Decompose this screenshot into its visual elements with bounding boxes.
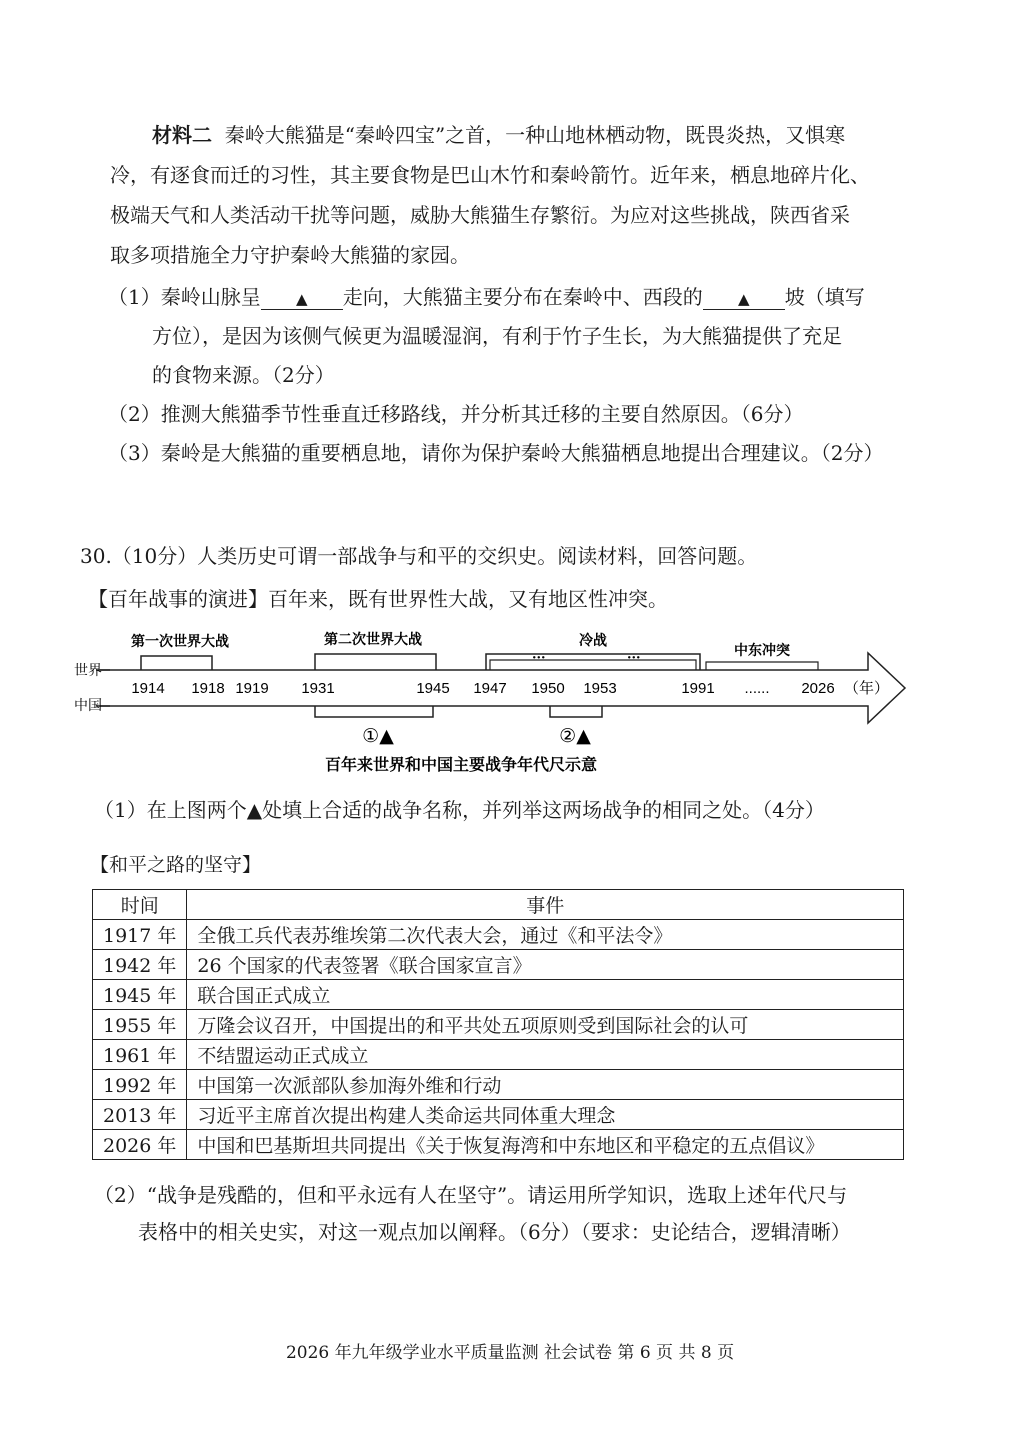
question-2: （2）推测大熊猫季节性垂直迁移路线，并分析其迁移的主要自然原因。（6分） xyxy=(108,402,804,426)
cold-war-label: 冷战 xyxy=(579,633,607,649)
table-cell-event: 联合国正式成立 xyxy=(187,980,904,1010)
table-cell-event: 中国和巴基斯坦共同提出《关于恢复海湾和中东地区和平稳定的五点倡议》 xyxy=(187,1130,904,1160)
cold-war-bracket-inner xyxy=(490,660,696,670)
question-1-number: （1） xyxy=(108,285,161,309)
table-cell-event: 中国第一次派部队参加海外维和行动 xyxy=(187,1070,904,1100)
table-cell-year: 1942 年 xyxy=(93,950,187,980)
material2-line-3: 极端天气和人类活动干扰等问题，威胁大熊猫生存繁衍。为应对这些挑战，陕西省采 xyxy=(110,203,850,227)
material2-line-2: 冷，有逐食而迁的习性，其主要食物是巴山木竹和秦岭箭竹。近年来，栖息地碎片化、 xyxy=(110,163,870,187)
table-row xyxy=(93,1040,904,1070)
section-war-evolution: 【百年战事的演进】百年来，既有世界性大战，又有地区性冲突。 xyxy=(88,587,668,611)
question-30-sub-1: （1）在上图两个▲处填上合适的战争名称，并列举这两场战争的相同之处。（4分） xyxy=(94,798,825,822)
question-1 xyxy=(108,284,865,310)
table-cell-event: 万隆会议召开，中国提出的和平共处五项原则受到国际社会的认可 xyxy=(187,1010,904,1040)
timeline-caption: 百年来世界和中国主要战争年代尺示意 xyxy=(324,755,598,774)
question-1-text-a: 秦岭山脉呈 xyxy=(160,285,261,309)
question-1-line-3: 的食物来源。（2分） xyxy=(152,363,335,387)
table-row xyxy=(93,980,904,1010)
material2-line-4: 取多项措施全力守护秦岭大熊猫的家园。 xyxy=(110,243,470,267)
table-cell-year: 1917 年 xyxy=(93,920,187,950)
year-ellipsis: ...... xyxy=(744,680,770,697)
year-1918: 1918 xyxy=(191,680,225,697)
answer-blank-direction[interactable]: ▲ xyxy=(261,289,343,310)
table-header-time: 时间 xyxy=(93,890,187,920)
question-3: （3）秦岭是大熊猫的重要栖息地，请你为保护秦岭大熊猫栖息地提出合理建议。（2分） xyxy=(108,441,884,465)
year-unit: （年） xyxy=(844,679,890,697)
ww2-label: 第二次世界大战 xyxy=(324,632,422,648)
cold-war-dots-2: ··· xyxy=(627,651,641,666)
china-label: 中国 xyxy=(74,698,102,714)
year-1950: 1950 xyxy=(531,680,565,697)
question-30-title: 30.（10分）人类历史可谓一部战争与和平的交织史。阅读材料，回答问题。 xyxy=(80,544,758,568)
ww1-label: 第一次世界大战 xyxy=(131,634,229,650)
table-cell-year: 1961 年 xyxy=(93,1040,187,1070)
table-cell-event: 26 个国家的代表签署《联合国家宣言》 xyxy=(187,950,904,980)
section-peace-road: 【和平之路的坚守】 xyxy=(90,854,262,876)
table-row xyxy=(93,950,904,980)
ww1-bracket xyxy=(141,656,212,670)
year-1947: 1947 xyxy=(473,680,507,697)
world-label: 世界 xyxy=(74,663,102,679)
question-1-line-2: 方位），是因为该侧气候更为温暖湿润，有利于竹子生长，为大熊猫提供了充足 xyxy=(152,324,842,348)
year-1945: 1945 xyxy=(416,680,450,697)
table-cell-year: 1955 年 xyxy=(93,1010,187,1040)
china-war-2-blank[interactable]: ②▲ xyxy=(559,725,591,747)
table-row xyxy=(93,920,904,950)
question-30-sub-2-line-2: 表格中的相关史实，对这一观点加以阐释。（6分）（要求：史论结合，逻辑清晰） xyxy=(138,1220,851,1244)
table-header-event: 事件 xyxy=(187,890,904,920)
middle-east-label: 中东冲突 xyxy=(734,643,790,659)
table-row xyxy=(93,1130,904,1160)
table-cell-event: 习近平主席首次提出构建人类命运共同体重大理念 xyxy=(187,1100,904,1130)
peace-events-table xyxy=(92,889,904,1160)
material2-label: 材料二 xyxy=(152,123,212,147)
page-footer: 2026 年九年级学业水平质量监测 社会试卷 第 6 页 共 8 页 xyxy=(285,1343,735,1363)
table-cell-year: 1945 年 xyxy=(93,980,187,1010)
year-2026: 2026 xyxy=(801,680,835,697)
table-cell-year: 2013 年 xyxy=(93,1100,187,1130)
china-war-2-bracket xyxy=(550,706,602,717)
question-30-sub-2-line-1: （2）“战争是残酷的，但和平永远有人在坚守”。请运用所学知识，选取上述年代尺与 xyxy=(94,1183,848,1207)
table-cell-year: 2026 年 xyxy=(93,1130,187,1160)
material2-text: 秦岭大熊猫是“秦岭四宝”之首，一种山地林栖动物，既畏炎热，又惧寒 xyxy=(224,123,846,147)
table-header-row xyxy=(93,890,904,920)
cold-war-bracket-outer xyxy=(486,654,700,670)
table-cell-year: 1992 年 xyxy=(93,1070,187,1100)
table-row xyxy=(93,1010,904,1040)
ww2-bracket xyxy=(315,654,436,670)
year-1991: 1991 xyxy=(681,680,715,697)
table-row xyxy=(93,1070,904,1100)
year-1919: 1919 xyxy=(235,680,269,697)
year-1953: 1953 xyxy=(583,680,617,697)
war-timeline-diagram xyxy=(70,625,920,775)
table-cell-event: 不结盟运动正式成立 xyxy=(187,1040,904,1070)
year-1914: 1914 xyxy=(131,680,165,697)
table-cell-event: 全俄工兵代表苏维埃第二次代表大会，通过《和平法令》 xyxy=(187,920,904,950)
answer-blank-slope[interactable]: ▲ xyxy=(703,289,785,310)
year-1931: 1931 xyxy=(301,680,335,697)
china-war-1-blank[interactable]: ①▲ xyxy=(362,725,394,747)
cold-war-dots-1: ··· xyxy=(532,651,546,666)
question-1-text-b: 走向，大熊猫主要分布在秦岭中、西段的 xyxy=(342,285,703,309)
question-1-text-c: 坡（填写 xyxy=(784,285,865,309)
china-war-1-bracket xyxy=(315,706,433,717)
material2-line-1 xyxy=(152,122,845,148)
table-row xyxy=(93,1100,904,1130)
middle-east-bracket xyxy=(706,662,818,670)
